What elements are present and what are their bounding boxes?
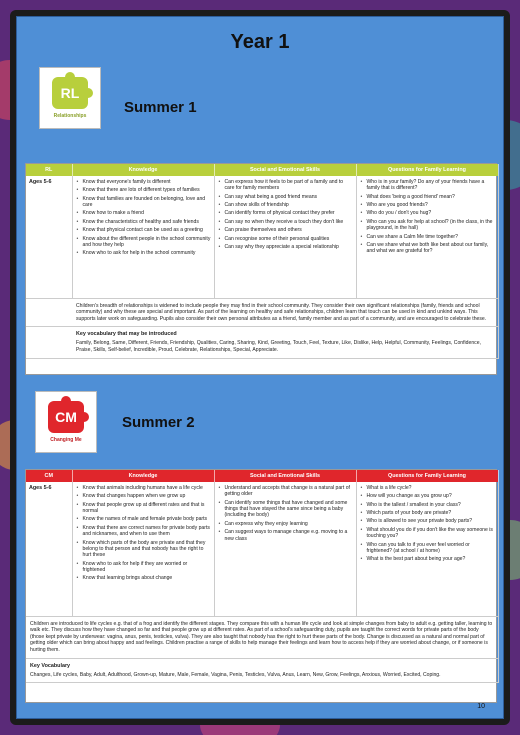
list-item: • What is a life cycle? xyxy=(360,485,495,491)
list-item: • Can say why they appreciate a special relationship xyxy=(218,244,353,250)
header-knowledge: Knowledge xyxy=(72,470,214,482)
age-label: Ages 5-6 xyxy=(26,176,72,298)
page-title: Year 1 xyxy=(230,31,290,53)
summer-1-card xyxy=(25,163,497,375)
header-code: RL xyxy=(26,164,72,176)
questions-cell xyxy=(356,176,498,298)
list-item: • Know that there are correct names for private body parts and nicknames, and when to use them xyxy=(76,525,211,538)
age-label: Ages 5-6 xyxy=(26,482,72,616)
header-code: CM xyxy=(26,470,72,482)
list-item: • Know that everyone's family is different xyxy=(76,179,211,185)
list-item: • Who can you talk to if you ever feel worried or frightened? (at school / at home) xyxy=(360,542,495,555)
questions-cell xyxy=(356,482,498,616)
list-item: • Know that learning brings about change xyxy=(76,575,211,581)
list-item: • Know how to make a friend xyxy=(76,210,211,216)
list-item: • Which parts of your body are private? xyxy=(360,510,495,516)
list-item: • Who are you good friends? xyxy=(360,202,495,208)
list-item: • Know that animals including humans have a life cycle xyxy=(76,485,211,491)
section-heading-summer-1: Summer 1 xyxy=(124,99,197,116)
list-item: • Can express why they enjoy learning xyxy=(218,521,353,527)
list-item: • Can suggest ways to manage change e.g. moving to a new class xyxy=(218,529,353,542)
list-item: • Know that changes happen when we grow up xyxy=(76,493,211,499)
list-item: • Know that people grow up at different rates and that is normal xyxy=(76,502,211,515)
list-item: • What is the best part about being your age? xyxy=(360,556,495,562)
header-questions: Questions for Family Learning xyxy=(356,470,498,482)
list-item: • Can recognise some of their personal qualities xyxy=(218,236,353,242)
knowledge-cell xyxy=(72,482,214,616)
list-item: • What does 'being a good friend' mean? xyxy=(360,194,495,200)
vocab-text: Family, Belong, Same, Different, Friends, Friendship, Qualities, Caring, Sharing, Kind, Greeting, Touch, Feel, Texture, Like, Dislike, Help, Helpful, Community, Feelings, Confidence, Praise, Skills, Self-belief, Incredible, Proud, Celebrate, Relationships, Special, Appreciate. xyxy=(76,340,481,353)
puzzle-piece-icon xyxy=(52,77,88,109)
list-item: • Who is allowed to see your private body parts? xyxy=(360,518,495,524)
skills-cell xyxy=(214,482,356,616)
list-item: • How will you change as you grow up? xyxy=(360,493,495,499)
list-item: • Can say what being a good friend means xyxy=(218,194,353,200)
page-number: 10 xyxy=(477,703,485,710)
list-item: • Know that physical contact can be used as a greeting xyxy=(76,227,211,233)
list-item: • Can praise themselves and others xyxy=(218,227,353,233)
list-item: • Can identify forms of physical contact they prefer xyxy=(218,210,353,216)
list-item: • Know that families are founded on belonging, love and care xyxy=(76,196,211,209)
list-item: • Understand and accepts that change is a natural part of getting older xyxy=(218,485,353,498)
list-item: • Can we share a Calm Me time together? xyxy=(360,234,495,240)
list-item: • Know the characteristics of healthy and safe friends xyxy=(76,219,211,225)
summer-2-card xyxy=(25,469,497,703)
changing-me-badge xyxy=(35,391,97,453)
list-item: • Know about the different people in the school community and how they help xyxy=(76,236,211,249)
list-item: • Can show skills of friendship xyxy=(218,202,353,208)
vocab-title: Key vocabulary that may be introduced xyxy=(76,331,177,338)
badge-code: RL xyxy=(60,85,80,101)
list-item: • Who is in your family? Do any of your friends have a family that is different? xyxy=(360,179,495,192)
summary-text: Children's breadth of relationships is widened to include people they may find in their school community. They consider their own significant relationships (family, friends and school community) and why these are special and important. As part of the learning on healthy and safe relationships, children learn that touch can be used in kind and unkind ways. This supports later work on safeguarding. Pupils also consider their own personal attributes as a friend, family member and as part of a community, and are encouraged to celebrate these. xyxy=(72,298,498,327)
list-item: • Know that there are lots of different types of families xyxy=(76,187,211,193)
badge-code: CM xyxy=(55,409,77,425)
list-item: • Know which parts of the body are private and that they belong to that person and that nobody has the right to hurt these xyxy=(76,540,211,559)
list-item: • Can express how it feels to be part of a family and to care for family members xyxy=(218,179,353,192)
list-item: • Who is the tallest / smallest in your class? xyxy=(360,502,495,508)
list-item: • What should you do if you don't like the way someone is touching you? xyxy=(360,527,495,540)
vocab-title: Key Vocabulary xyxy=(30,662,71,669)
list-item: • Can we share what we both like best about our family, and what we are grateful for? xyxy=(360,242,495,255)
knowledge-cell xyxy=(72,176,214,298)
list-item: • Know the names of male and female private body parts xyxy=(76,516,211,522)
list-item: • Know who to ask for help in the school community xyxy=(76,250,211,256)
relationships-badge xyxy=(39,67,101,129)
document-page xyxy=(16,16,504,719)
vocab-block xyxy=(72,327,498,358)
header-skills: Social and Emotional Skills xyxy=(214,470,356,482)
list-item: • Who do you / don't you hug? xyxy=(360,210,495,216)
badge-caption: Changing Me xyxy=(50,437,82,443)
list-item: • Can say no when they receive a touch they don't like xyxy=(218,219,353,225)
section-heading-summer-2: Summer 2 xyxy=(122,414,195,431)
summary-text: Children are introduced to life cycles e.g. that of a frog and identify the different stages. They compare this with a human life cycle and look at simple changes from baby to adult e.g. getting taller, learning to walk etc. They discuss how they have changed so far and that people grow up at different rates. As part of a school's safeguarding duty, pupils are taught the correct words for private parts of the body (those kept private by underwear: vagina, anus, penis, testicles, vulva). They are also taught that nobody has the right to hurt these parts of the body. Change is discussed as a natural and normal part of getting older which can bring about happy and sad feelings. Children practise a range of skills to help manage their feelings and learn how to access help if they are worried about change, or if someone is hurting them. xyxy=(26,616,498,658)
header-questions: Questions for Family Learning xyxy=(356,164,498,176)
list-item: • Who can you ask for help at school? (in the class, in the playground, in the hall) xyxy=(360,219,495,232)
vocab-text: Changes, Life cycles, Baby, Adult, Adulthood, Grown-up, Mature, Male, Female, Vagina, Penis, Testicles, Vulva, Anus, Learn, New, Grow, Feelings, Anxious, Worried, Excited, Coping. xyxy=(30,671,441,678)
summer-2-table xyxy=(26,470,499,683)
puzzle-piece-icon xyxy=(48,401,84,433)
header-knowledge: Knowledge xyxy=(72,164,214,176)
list-item: • Know who to ask for help if they are worried or frightened xyxy=(76,561,211,574)
skills-cell xyxy=(214,176,356,298)
header-skills: Social and Emotional Skills xyxy=(214,164,356,176)
list-item: • Can identify some things that have changed and some things that have stayed the same since being a baby (including the body) xyxy=(218,500,353,519)
vocab-block xyxy=(26,658,498,683)
badge-caption: Relationships xyxy=(53,113,87,119)
summer-1-table xyxy=(26,164,499,359)
